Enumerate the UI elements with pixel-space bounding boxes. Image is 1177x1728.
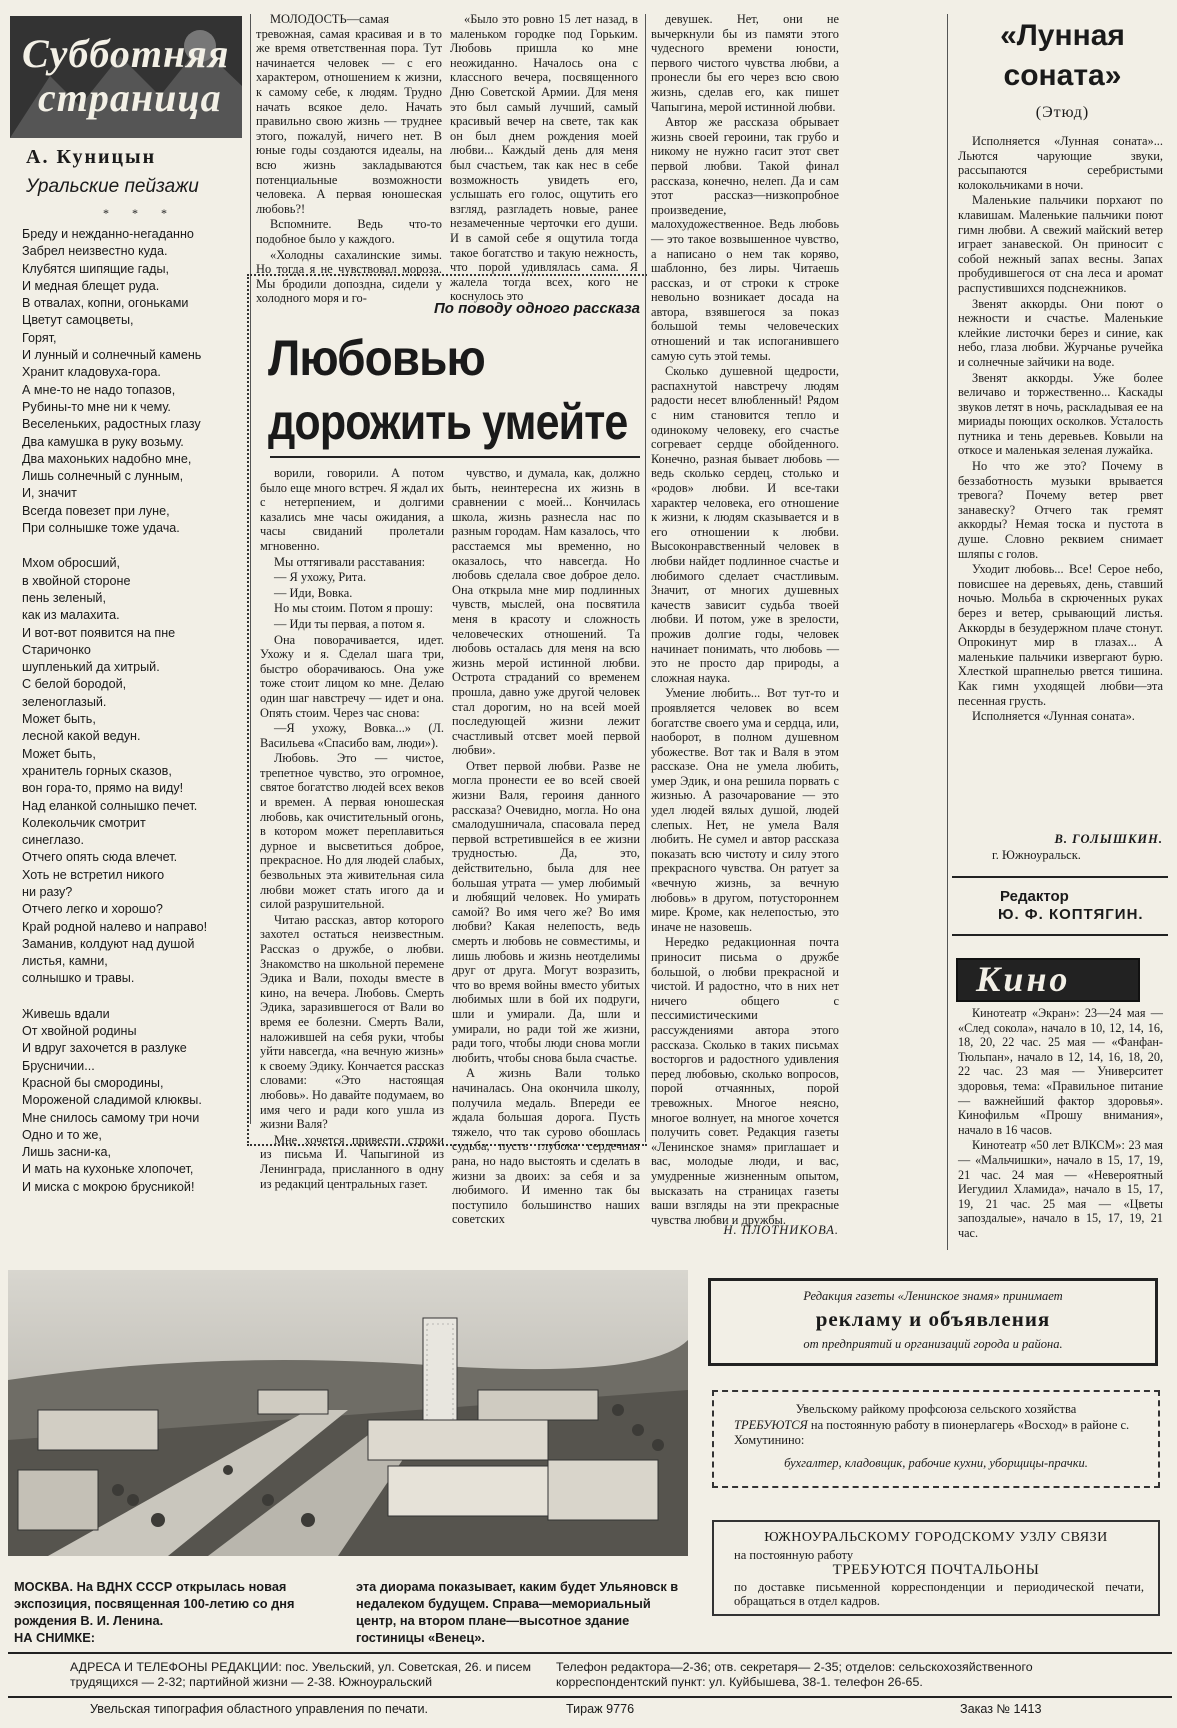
poem-line: Заманив, колдуют над душой (22, 936, 195, 951)
ad1-line1: Редакция газеты «Ленинское знамя» принимает (803, 1289, 1063, 1303)
poem-line: Мхом обросший, (22, 556, 121, 571)
footer-order: Заказ № 1413 (960, 1702, 1042, 1716)
poem-line: В отвалах, копни, огоньками (22, 296, 189, 311)
ad2-requirement (734, 1418, 1144, 1448)
ad3-line1: ЮЖНОУРАЛЬСКОМУ ГОРОДСКОМУ УЗЛУ СВЯЗИ (764, 1530, 1108, 1545)
article-paragraph: —Я ухожу, Вовка...» (Л. Васильева «Спасибо вам, люди»). (260, 721, 444, 750)
article-paragraph: девушек. Нет, они не вычеркнули бы из памяти этого чудесного времени юности, первого чистого чувства любви, а пронесли бы его через всю свою жизнь, сделав его, как пишет Чапыгина, мерой истинной любви. (651, 12, 839, 114)
poem-line: шупленький да хитрый. (22, 660, 160, 675)
photo-caption-2: эта диорама показывает, каким будет Ульяновск в недалеком будущем. Справа—мемориальный центр, на втором плане—высотное здание гостиницы «Венец». (356, 1579, 679, 1645)
poem-line: Хранит кладовуха-гора. (22, 365, 161, 380)
editor-label: Редактор (1000, 888, 1069, 905)
poem-line: хранитель горных сказов, (22, 763, 172, 778)
etude-paragraph: Исполняется «Лунная соната»... Льются чарующие звуки, рассыпаются серебристыми колокольчиками в ночи. (958, 134, 1163, 192)
poem-line: Забрел неизвестно куда. (22, 244, 168, 259)
etude-paragraph: Звенят аккорды. Уже более величаво и торжественно... Каскады звуков летят в ночь, раскладывая ее на мириады поющих осколков. Усталость путника и тень деревьев. Ковыли на откосе и маленькая зеленая лужайка. (958, 370, 1163, 458)
ad1-big: рекламу и объявления (815, 1307, 1051, 1331)
ad2-line2: на постоянную работу в пионерлагерь «Восход» в районе с. Хомутинино: (734, 1418, 1130, 1447)
article-paragraph: МОЛОДОСТЬ—самая тревожная, самая красивая и в то же время ответственная пора. Тут начинается человек — с его характером, отношением к жизни, к самому себе, к людям. Трудно начать всякое дело. Начать правильно свою жизнь — труднее этого, пожалуй, ничего нет. В юные годы создаются идеалы, на всю жизнь закладываются потенциальные возможности человека. А первая юношеская любовь?! (256, 12, 442, 216)
poem-line: Мороженой сладимой клюквы. (22, 1093, 202, 1108)
article-paragraph: А жизнь Вали только начиналась. Она окончила школу, получила медаль. Впереди ее ждала большая дорога. Пусть тяжело, что так сурово обошлась судьба, пусть глубока сердечная рана, но надо выстоять и сделать в жизни за двоих: за себя и за любимого. И именно так бы поступило большинство наших советских (452, 1066, 640, 1227)
footer-printer: Увельская типография областного управления по печати. (90, 1702, 429, 1716)
article-paragraph: Автор же рассказа обрывает жизнь своей героини, так грубо и никому не нужно гасит этот свет первой любви. Такой финал рассказа, конечно, нелеп. Да и сам этот рассказ—низкопробное произведение, малохудожественное. Ведь любовь — это такое возвышенное чувство, а написано о нем так коряво, шаблонно, без лиры. Читаешь рассказ, и от строки к строке невольно возникает досада на автора, взявшегося за показ большой темы человеческих отношений и так испоганившего самую суть этой темы. (651, 115, 839, 363)
logo-line-2: страница (38, 75, 222, 120)
editor-name: Ю. Ф. КОПТЯГИН. (998, 906, 1144, 923)
poem-line: зеленоглазый. (22, 694, 107, 709)
poem-line: Одно и то же, (22, 1127, 102, 1142)
ad3-big: ТРЕБУЮТСЯ ПОЧТАЛЬОНЫ (832, 1562, 1040, 1578)
ad3-line3: по доставке письменной корреспонденции и периодической печати, обращаться в отдел кадров. (734, 1580, 1144, 1608)
poem-line: При солнышке тоже удача. (22, 521, 180, 536)
article-divider (645, 14, 646, 1142)
right-column-divider (947, 14, 948, 1250)
poem-line: Два махоньких надобно мне, (22, 451, 192, 466)
article-col2-bottom (452, 466, 640, 1227)
poem-line: И вдруг захочется в разлуке (22, 1041, 187, 1056)
ad2-jobs: бухгалтер, кладовщик, рабочие кухни, уборщицы-прачки. (784, 1456, 1088, 1470)
poem-line: И вот-вот появится на пне (22, 625, 176, 640)
poem-line: Лишь солнечный с лунным, (22, 469, 184, 484)
poem-line: листья, камни, (22, 954, 108, 969)
poem-line: От хвойной родины (22, 1024, 137, 1039)
poem-line: И мать на кухоньке хлопочет, (22, 1162, 194, 1177)
poem-line: Над еланкой солнышко печет. (22, 798, 198, 813)
poem-line: ни разу? (22, 884, 73, 899)
poem-line: Два камушка в руку возьму. (22, 434, 184, 449)
poem-line: И, значит (22, 486, 77, 501)
poem-stanza (22, 1006, 244, 1196)
photo-caption-label: НА СНИМКЕ: (14, 1630, 95, 1645)
poem-line: Отчего опять сюда влечет. (22, 850, 178, 865)
photo-caption-1 (14, 1578, 324, 1646)
poem-line: Веселеньких, радостных глазу (22, 417, 201, 432)
etude-paragraph: Маленькие пальчики порхают по клавишам. Маленькие пальчики поют гимн любви. А свежий майский ветер играет занавеской. Он приносит с собой нежный запах весны. Запах пробудившегося от сна леса и аромат распустившихся подснежников. (958, 193, 1163, 295)
ad3-line2: на постоянную работу (734, 1548, 854, 1562)
footer-circulation: Тираж 9776 (566, 1702, 635, 1716)
etude-body (958, 134, 1163, 834)
article-col1-top (256, 12, 442, 306)
poem-line: Колекольчик смотрит (22, 815, 146, 830)
footer-address-right: Телефон редактора—2-36; отв. секретаря— 2-35; отделов: сельскохозяйственного корреспондентский пункт: ул. Куйбышева, 38-1. телефон 26-65. (556, 1660, 1033, 1689)
poem-line: Может быть, (22, 746, 96, 761)
kino-paragraph: Кинотеатр «50 лет ВЛКСМ»: 23 мая — «Мальчишки», начало в 15, 17, 19, 21 час. 24 мая — «Невероятный Иегудиил Хламида», начало в 15, 17, 19, 21 час. 25 мая — «Цветы запоздалые», начало в 15, 17, 19, 21 час. (958, 1138, 1163, 1240)
article-paragraph: Но мы стоим. Потом я прошу: (274, 601, 434, 616)
article-headline-2: дорожить умейте (268, 394, 628, 450)
article-col1-bottom (260, 466, 444, 1191)
poem-line: пень зеленый, (22, 590, 106, 605)
poem-line: вон гора-то, прямо на виду! (22, 781, 184, 796)
poem-line: С белой бородой, (22, 677, 127, 692)
poem-line: И лунный и солнечный камень (22, 348, 202, 363)
article-paragraph: Сколько душевной щедрости, распахнутой навстречу людям радости несет влюбленный! Рядом с ним становится тепло и одинокому человеку, его счастье согревает сердце обойденного. Конечно, разная бывает любовь — ведь сколько сердец, столько и «родов» любви. И все-таки характер человека, его отношение к жизни, к людям сказывается и в его отношении к любви. Высоконравственный человек в любви найдет подлинное счастье и любимого сделает счастливым. Значит, от многих душевных качеств зависит судьба твоей любви. И потом, уже в зрелости, прожив долгие годы, человек начинает понимать, что любовь — это не просто дар природы, а сложная наука. (651, 364, 839, 685)
poem-line: И миска с мокрою брусникой! (22, 1179, 195, 1194)
poem-line: синеглазо. (22, 833, 84, 848)
poem-line: Клубятся шипящие гады, (22, 261, 170, 276)
article-signature: Н. ПЛОТНИКОВА. (723, 1223, 839, 1237)
poem-line: Брусничии... (22, 1058, 95, 1073)
ad-box-1 (708, 1278, 1158, 1366)
diorama-photo (8, 1270, 688, 1556)
poem-line: Может быть, (22, 712, 96, 727)
poem-stars: * * * (103, 206, 177, 220)
article-paragraph: — Иди, Вовка. (274, 585, 353, 600)
poem-line: Край родной налево и направо! (22, 919, 208, 934)
etude-title-1: «Лунная (1000, 19, 1125, 52)
etude-signature: В. ГОЛЫШКИН. (1054, 832, 1163, 846)
kino-logo (956, 958, 1140, 1002)
ad-box-3 (712, 1520, 1160, 1616)
poem-line: солнышко и травы. (22, 971, 135, 986)
ad2-req-word: ТРЕБУЮТСЯ (734, 1418, 808, 1432)
etude-paragraph: Но что же это? Почему в беззаботность музыки врывается тревога? Почему ветер рвет занавеску? Отчего так гремят аккорды? Немая тоска и пустота в душе. Словно реквием снимает шляпы с голов. (958, 459, 1163, 561)
kino-schedule (958, 1006, 1163, 1268)
poem-title: Уральские пейзажи (26, 176, 199, 197)
article-paragraph: ворили, говорили. А потом было еще много встреч. Я ждал их с нетерпением, и долгими казались мне часы ожидания, а часы свиданий пролетали мгновенно. (260, 466, 444, 553)
poem-line: Старичонко (22, 642, 91, 657)
article-paragraph: чувство, и думала, как, должно быть, неинтересна их жизнь в сравнении с моей... Кончилась школа, жизнь разнесла нас по разным городам. Нам казалось, что расстаемся мы временно, но оказалось, что навсегда. Но любовь сделала свое доброе дело. Она открыла мне мир подлинных чувств, мыслей, она посвятила меня в красоту и сложность человеческих отношений. Та любовь осталась для меня на всю жизнь мерой истинной любви. Острота страданий со временем прошла, давно уже другой человек стал дорогим, но на всей моей последующей жизни лежит счастливый отсвет моей первой любви». (452, 466, 640, 758)
article-col2-top (450, 12, 638, 304)
etude-paragraph: Исполняется «Лунная соната». (972, 709, 1135, 724)
poem-line: Красной бы смородины, (22, 1075, 164, 1090)
article-paragraph: Любовь. Это — чистое, трепетное чувство, это огромное, святое богатство людей всех веков и времен. А первая юношеская любовь, как очистительный огонь, в котором может переплавиться дурное и высветиться доброе, прекрасное. Но для людей слабых, безвольных эта живительная сила любви может стать игого да и силой разрушительной. (260, 751, 444, 912)
article-paragraph: — Я ухожу, Рита. (274, 570, 367, 585)
article-paragraph: Ответ первой любви. Разве не могла пронести ее во всей своей жизни Валя, героиня данного рассказа? Очевидно, могла. Но она смалодушничала, спасовала перед первой встретившейся в ее жизни трудностью. Да, это, действительно, была для нее большая утрата — умер любимый и любящий человек. Но умирать самой? Во имя чего же? Во имя любви? Какая нелепость, ведь смерть и любовь не совместимы, и лишь любовь и жизнь неотделимы друг от друга. Могут возразить, что во время войны вместо убитых любимых шли в бой их подруги, шли и умирали. Да, шли и умирали, но ради той же жизни, ради того, чтобы люди снова могли любить, чтобы снова была счастье. (452, 758, 640, 1065)
article-col3 (651, 12, 839, 1230)
poem-line: Отчего легко и хорошо? (22, 902, 163, 917)
article-paragraph: Мы оттягивали расставания: (274, 554, 426, 569)
article-paragraph: — Иди ты первая, а потом я. (274, 616, 425, 631)
poem-line: Лишь засни-ка, (22, 1145, 112, 1160)
poem-line: Рубины-то мне ни к чему. (22, 399, 171, 414)
article-paragraph: «Было это ровно 15 лет назад, в маленьком городке под Горьким. Любовь пришла ко мне неожиданно. Началось она с классного вечера, посвященного Дню Советской Армии. Для меня это был самый лучший, самый красивый вечер на свете, так как он был днем рождения моей любви... Каждый день для меня был счастьем, так как нес в себе возможность увидеть его, услышать его голос, ощутить его взгляд, разгладеть новые, ранее незамеченные черточки его души. И в самой себе я ощутила тогда такое богатство и такую нежность, что порой удивлялась сама. Я жалела тогда всех, кого не коснулось это (450, 12, 638, 304)
article-paragraph: Нередко редакционная почта приносит письма о дружбе большой, о любви прекрасной и чистой. И радостно, что в них нет ничего общего с пессимистическими рассуждениями автора этого рассказа. Сколько в таких письмах восторгов и радостного удивления перед любовью, сколько вопросов, порой отчаянных, порой тревожных. Многое неясно, многое волнует, на многое хочется получить совет. Редакция газеты «Ленинское знамя» приглашает и вас, молодые люди, и вас, умудренные жизненным опытом, высказать на страницах газеты ваши взгляды на эти прекрасные чувства любви и дружбы. (651, 935, 839, 1227)
poem-body (22, 226, 244, 1236)
poem-line: в хвойной стороне (22, 573, 131, 588)
article-paragraph: Вспомните. Ведь что-то подобное было у каждого. (256, 217, 442, 246)
photo-caption-text-1: МОСКВА. На ВДНХ СССР открылась новая экспозиция, посвященная 100-летию со дня рождения В. И. Ленина. (14, 1579, 295, 1628)
poem-stanza (22, 555, 244, 987)
editor-bottom-rule (952, 934, 1168, 936)
poem-line: лесной какой ведун. (22, 729, 141, 744)
etude-paragraph: Уходит любовь... Все! Серое небо, повисшее на деревьях, день, ставший ночью. Мольба в скрюченных руках берез и ветер, срывающий листья. Аккорды в безудержном плаче стонут. Опрокинут мир в глазах... А маленькие пальчики извергают бурю. Хлесткой шрапнелью рвется тишина. Как гимн уходящей любви—эта песенная грусть. (958, 562, 1163, 708)
headline-underline (270, 456, 640, 458)
city-diorama-image (8, 1270, 688, 1556)
footer-top-rule (8, 1652, 1172, 1654)
footer-mid-rule (8, 1696, 1172, 1698)
poem-line: Бреду и нежданно-негаданно (22, 227, 194, 241)
poem-stanza (22, 226, 244, 537)
poem-line: Цветут самоцветы, (22, 313, 134, 328)
poem-line: А мне-то не надо топазов, (22, 382, 176, 397)
poem-line: как из малахита. (22, 608, 120, 623)
ad1-line2: от предприятий и организаций города и района. (803, 1337, 1063, 1351)
etude-paragraph: Звенят аккорды. Они поют о нежности и счастье. Маленькие клейкие листочки берез и синие, как небо, глаза любви. Журчанье ручейка и солнечные зайчики на воде. (958, 296, 1163, 369)
article-rubric: По поводу одного рассказа (433, 300, 640, 317)
article-paragraph: Умение любить... Вот тут-то и проявляется человек во всем богатстве своего ума и сердца, или, наоборот, в полном душевном убожестве. Вот так и Валя в этом рассказе. Она не умела любить, умер Эдик, и она решила порвать с жизнью. А разочарование — это удел людей вялых душой, людей слепых. Нет, не умела Валя любить. Не сумел и автор рассказа показать всю чистоту и силу этого прекрасного чувства. Он ратует за «вечную жизнь, за вечную любовь» в другом, потустороннем мире. Кроме, как нелепостью, это иначе не назовешь. (651, 686, 839, 934)
poem-line: Всегда повезет при луне, (22, 503, 170, 518)
etude-city: г. Южноуральск. (992, 848, 1081, 862)
poem-line: Живешь вдали (22, 1006, 110, 1021)
article-paragraph: «Холодны сахалинские зимы. Но тогда я не чувствовал мороза. Мы бродили допоздна, сидели у холодного моря и го- (256, 247, 442, 306)
etude-subtitle: (Этюд) (1035, 104, 1090, 121)
logo-line-1: Субботняя (22, 31, 230, 76)
saturday-page-logo (10, 16, 242, 138)
ad2-line1: Увельскому райкому профсоюза сельского хозяйства (795, 1402, 1077, 1416)
poem-line: Горят, (22, 330, 57, 345)
article-paragraph: Мне хочется привести строки из письма И. Чапыгиной из Ленинграда, присланного в одну из редакций центральных газет. (260, 1132, 444, 1191)
ad-box-2 (712, 1390, 1160, 1488)
kino-logo-text: Кино (976, 959, 1071, 999)
article-paragraph: Читаю рассказ, автор которого захотел остаться неизвестным. Рассказ о дружбе, о любви. Знакомство на школьной перемене Эдика и Вали, походы вместе в кино, на вечера. Любовь. Смерть Эдика, заразившегося от Вали во время ее болезни. Смерть Вали, наложившей на себя руки, чтобы уйти навсегда, «на вечную жизнь» к своему Эдику. Кончается рассказ словами: «Это настоящая любовь». Но давайте подумаем, во имя чего и ради кого ушла из жизни Валя? (260, 912, 444, 1132)
poem-line: Мне снилось самому три ночи (22, 1110, 200, 1125)
poem-author: А. Куницын (26, 146, 157, 168)
poem-line: Хоть не встретил никого (22, 867, 165, 882)
article-paragraph: Она поворачивается, идет. Ухожу и я. Сделал шага три, быстро оборачиваюсь. Она уже тоже стоит лицом ко мне. Делаю один шаг навстречу — идет и она. Опять стоим. Через час снова: (260, 632, 444, 720)
kino-paragraph: Кинотеатр «Экран»: 23—24 мая — «След сокола», начало в 10, 12, 14, 16, 18, 20, 22 час. 25 мая — «Фанфан-Тюльпан», начало в 12, 14, 16, 18, 20, 22 час. 23 мая — Университет здоровья, тема: «Правильное питание — важнейший фактор здоровья». Кинофильм «Прошу внимания», начало в 16 часов. (958, 1006, 1163, 1137)
etude-title-2: соната» (1003, 59, 1122, 92)
poem-line: И медная блещет руда. (22, 278, 160, 293)
article-headline-1: Любовью (268, 330, 485, 386)
editor-top-rule (952, 876, 1168, 878)
footer-address-left: АДРЕСА И ТЕЛЕФОНЫ РЕДАКЦИИ: пос. Увельский, ул. Советская, 26. и писем трудящихся — 2-32; партийной жизни — 2-38. Южноуральский (70, 1660, 532, 1689)
